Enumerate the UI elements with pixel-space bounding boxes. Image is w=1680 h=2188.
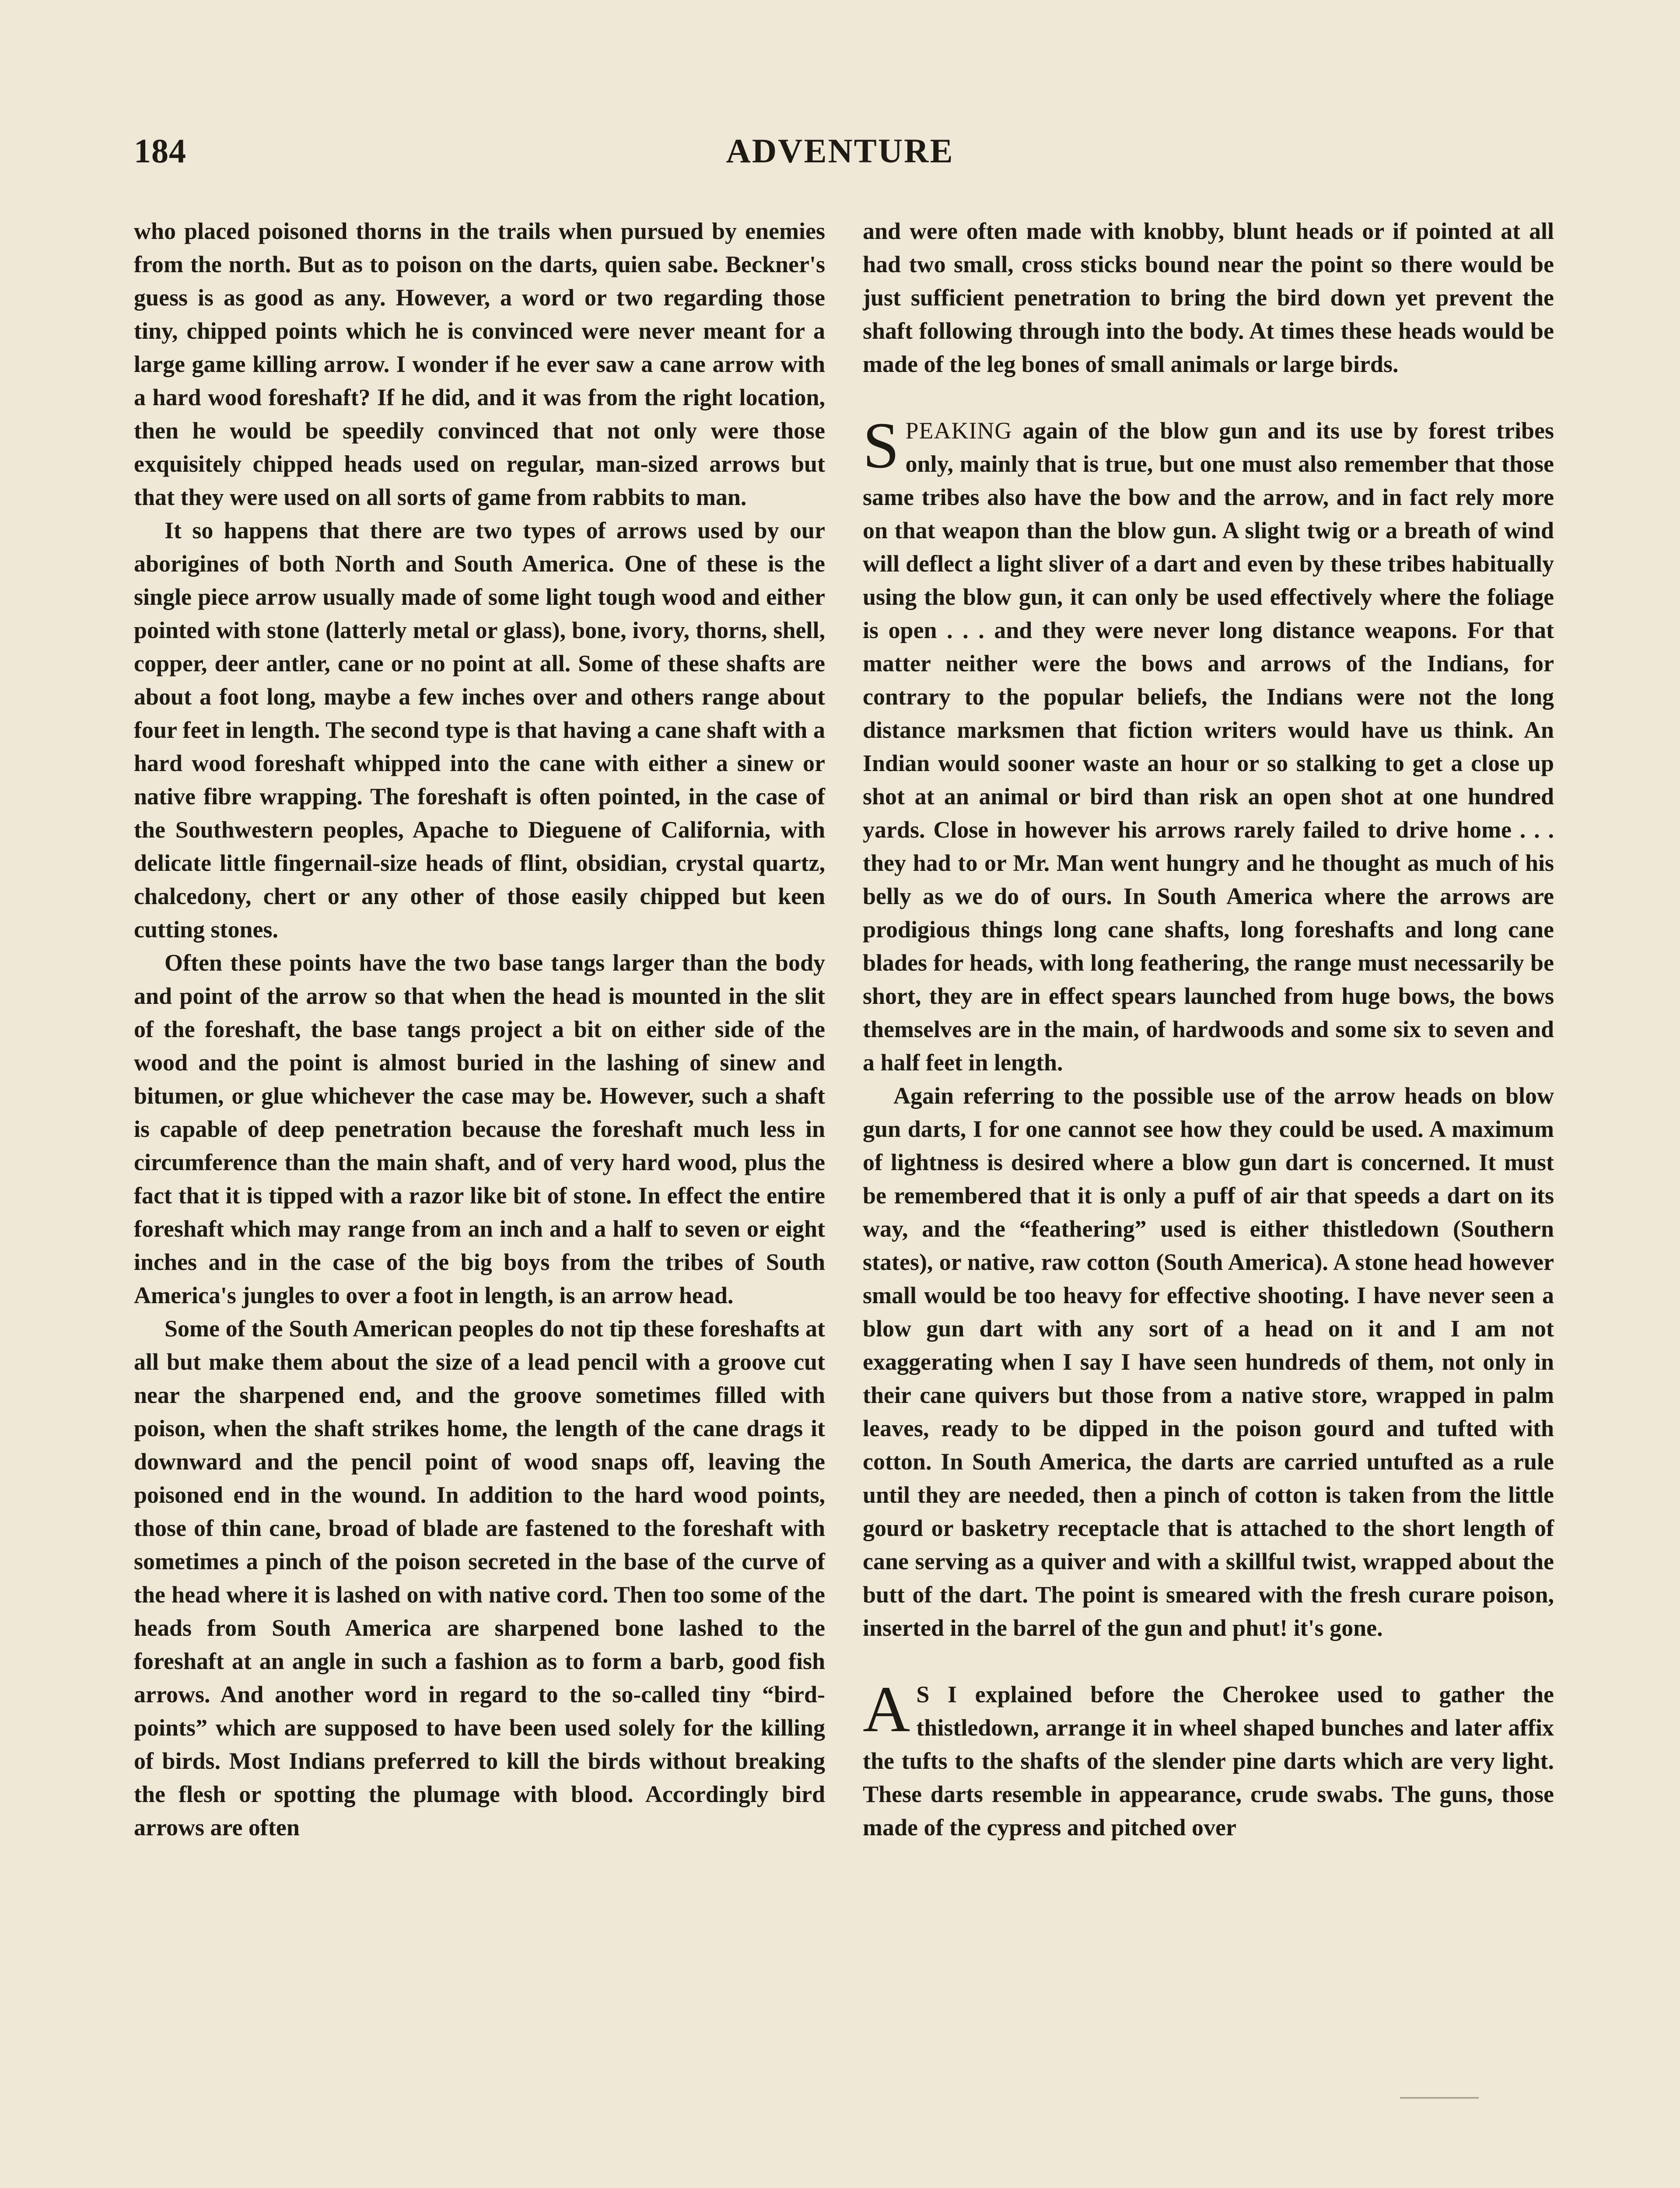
magazine-title: ADVENTURE [726, 132, 954, 170]
right-column [863, 214, 1554, 1844]
right-paragraph-4 [863, 1673, 1554, 1844]
right-paragraph-2 [863, 409, 1554, 1079]
left-paragraph-1: who placed poisoned thorns in the trails when pursued by enemies from the north. But as to poison on the darts, quien sabe. Beckner's guess is as good as any. However, a word or two regarding those tiny, chipped points which he is convinced were never meant for a large game killing arrow. I wonder if he ever saw a cane arrow with a hard wood foreshaft? If he did, and it was from the right location, then he would be speedily convinced that not only were those exquisitely chipped heads used on regular, man-sized arrows but that they were used on all sorts of game from rabbits to man. [134, 218, 825, 510]
left-column [134, 214, 825, 1844]
lead-in-word: PEAKING [905, 417, 1012, 444]
right-paragraph-2-text: again of the blow gun and its use by forest tribes only, mainly that is true, but one must also remember that those same tribes also have the bow and the arrow, and in fact rely more on that weapon than the blow gun. A slight twig or a breath of wind will deflect a light sliver of a dart and even by these tribes habitually using the blow gun, it can only be used effectively where the foliage is open . . . and they were never long distance weapons. For that matter neither were the bows and arrows of the Indians, for contrary to the popular beliefs, the Indians were not the long distance marksmen that fiction writers would have us think. An Indian would sooner waste an hour or so stalking to get a close up shot at an animal or bird than risk an open shot at one hundred yards. Close in however his arrows rarely failed to drive home . . . they had to or Mr. Man went hungry and he thought as much of his belly as we do of ours. In South America where the arrows are prodigious things long cane shafts, long foreshafts and long cane blades for heads, with long feathering, the range must necessarily be short, they are in effect spears launched from huge bows, the bows themselves are in the main, of hardwoods and some six to seven and a half feet in length. [863, 417, 1554, 1076]
left-paragraph-3: Often these points have the two base tangs larger than the body and point of the arrow so that when the head is mounted in the slit of the foreshaft, the base tangs project a bit on either side of the wood and the point is almost buried in the lashing of sinew and bitumen, or glue whichever the case may be. However, such a shaft is capable of deep penetration because the foreshaft much less in circumference than the main shaft, and of very hard wood, plus the fact that it is tipped with a razor like bit of stone. In effect the entire foreshaft which may range from an inch and a half to seven or eight inches and in the case of the big boys from the tribes of South America's jungles to over a foot in length, is an arrow head. [134, 950, 825, 1308]
page-number: 184 [134, 132, 186, 170]
section-divider [1400, 2097, 1479, 2099]
right-paragraph-4-text: S I explained before the Cherokee used to gather the thistledown, arrange it in wheel shaped bunches and later affix the tufts to the shafts of the slender pine darts which are very light. These darts resemble in appearance, crude swabs. The guns, those made of the cypress and pitched over [863, 1681, 1554, 1841]
drop-cap-a: A [863, 1673, 910, 1746]
running-head [134, 131, 1546, 184]
right-paragraph-1: and were often made with knobby, blunt heads or if pointed at all had two small, cross sticks bound near the point so there would be just sufficient penetration to bring the bird down yet prevent the shaft following through into the body. At times these heads would be made of the leg bones of small animals or large birds. [863, 218, 1554, 377]
right-paragraph-3: Again referring to the possible use of the arrow heads on blow gun darts, I for one cannot see how they could be used. A maximum of lightness is desired where a blow gun dart is concerned. It must be remembered that it is only a puff of air that speeds a dart on its way, and the “feathering” used is either thistledown (Southern states), or native, raw cotton (South America). A stone head however small would be too heavy for effective shooting. I have never seen a blow gun dart with any sort of a head on it and I am not exaggerating when I say I have seen hundreds of them, not only in their cane quivers but those from a native store, wrapped in palm leaves, ready to be dipped in the poison gourd and tufted with cotton. In South America, the darts are carried untufted as a rule until they are needed, then a pinch of cotton is taken from the little gourd or basketry receptacle that is attached to the short length of cane serving as a quiver and with a skillful twist, wrapped about the butt of the dart. The point is smeared with the fresh curare poison, inserted in the barrel of the gun and phut! it's gone. [863, 1083, 1554, 1641]
drop-cap-s: S [863, 409, 900, 482]
left-paragraph-4: Some of the South American peoples do not tip these foreshafts at all but make them about the size of a lead pencil with a groove cut near the sharpened end, and the groove sometimes filled with poison, when the shaft strikes home, the length of the cane drags it downward and the pencil point of wood snaps off, leaving the poisoned end in the wound. In addition to the hard wood points, those of thin cane, broad of blade are fastened to the foreshaft with sometimes a pinch of the poison secreted in the base of the curve of the head where it is lashed on with native cord. Then too some of the heads from South America are sharpened bone lashed to the foreshaft at an angle in such a fashion as to form a barb, good fish arrows. And another word in regard to the so-called tiny “bird-points” which are supposed to have been used solely for the killing of birds. Most Indians preferred to kill the birds without breaking the flesh or spotting the plumage with blood. Accordingly bird arrows are often [134, 1315, 825, 1841]
left-paragraph-2: It so happens that there are two types of arrows used by our aborigines of both North and South America. One of these is the single piece arrow usually made of some light tough wood and either pointed with stone (latterly metal or glass), bone, ivory, thorns, shell, copper, deer antler, cane or no point at all. Some of these shafts are about a foot long, maybe a few inches over and others range about four feet in length. The second type is that having a cane shaft with a hard wood foreshaft whipped into the cane with either a sinew or native fibre wrapping. The foreshaft is often pointed, in the case of the Southwestern peoples, Apache to Dieguene of California, with delicate little fingernail-size heads of flint, obsidian, crystal quartz, chalcedony, chert or any other of those easily chipped but keen cutting stones. [134, 517, 825, 943]
